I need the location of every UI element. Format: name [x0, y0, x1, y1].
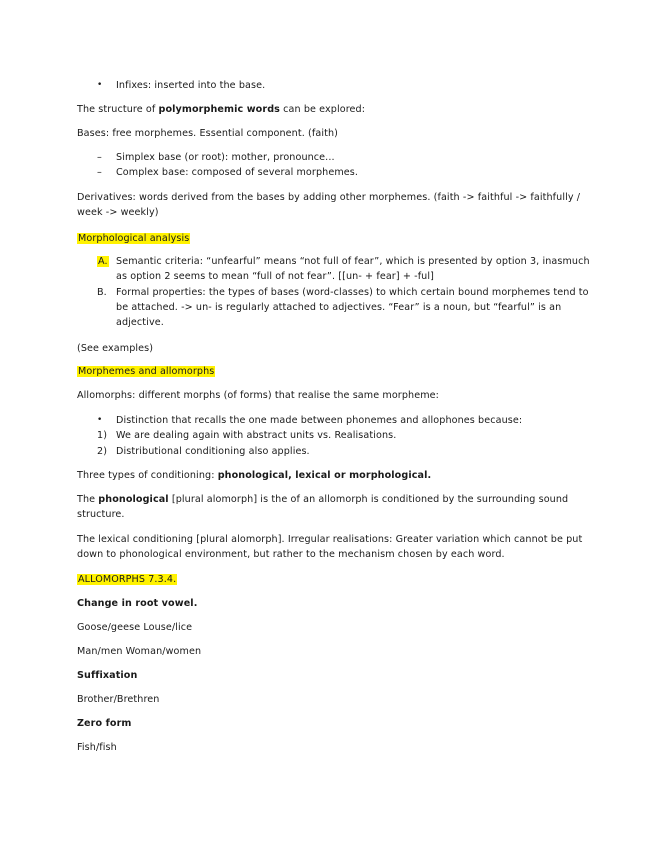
structure-post: can be explored: [279, 104, 366, 115]
man-line: Man/men Woman/women [77, 646, 202, 657]
structure-pre: The structure of [77, 104, 159, 115]
complex-line: Complex base: composed of several morphemes. [116, 167, 359, 178]
highlighted-text: ALLOMORPHS 7.3.4. [78, 574, 177, 585]
lexical-line-1: The lexical conditioning [plural alomorph]. Irregular realisations: Greater variation which cannot be put [77, 534, 583, 545]
phonological-pre: The [77, 494, 99, 505]
change-root-heading: Change in root vowel. [77, 598, 198, 609]
brother-line: Brother/Brethren [77, 694, 160, 705]
bullet-icon: • [97, 415, 103, 425]
derivatives-line-2: week -> weekly) [77, 207, 159, 218]
lexical-line-2: down to phonological environment, but rather to the mechanism chosen by each word. [77, 549, 505, 560]
dash-icon: – [97, 167, 102, 178]
bases-line: Bases: free morphemes. Essential component. (faith) [77, 128, 338, 139]
derivatives-line-1: Derivatives: words derived from the bases by adding other morphemes. (faith -> faithful -> faithfully / [77, 192, 581, 203]
item-b-line-1: Formal properties: the types of bases (word-classes) to which certain bound morphemes tend to [116, 287, 589, 298]
allomorphs-definition-line: Allomorphs: different morphs (of forms) that realise the same morpheme: [77, 390, 439, 401]
phonological-post: [plural alomorph] is the of an allomorph is conditioned by the surrounding sound [168, 494, 569, 505]
bullet-icon: • [97, 80, 103, 90]
fish-line: Fish/fish [77, 742, 117, 753]
phonological-line-1 [77, 494, 568, 506]
dash-icon: – [97, 152, 102, 163]
heading-morphological-analysis [77, 233, 190, 245]
list-marker-1: 1) [97, 430, 108, 441]
item-b-line-2: be attached. -> un- is regularly attached to adjectives. “Fear” is a noun, but “fearful” is an [116, 302, 562, 313]
simplex-line: Simplex base (or root): mother, pronounce... [116, 152, 335, 163]
list-marker-a [97, 256, 109, 267]
three-types-pre: Three types of conditioning: [77, 470, 218, 481]
item-a-line-2: as option 2 seems to mean “full of not fear”. [[un- + fear] + -ful] [116, 271, 434, 282]
structure-line [77, 104, 365, 116]
list-marker-2: 2) [97, 446, 108, 457]
phonological-bold: phonological [98, 494, 169, 505]
phonological-line-2: structure. [77, 509, 125, 520]
heading-allomorphs [77, 574, 177, 586]
three-types-bold: phonological, lexical or morphological. [217, 470, 432, 481]
highlighted-text: Morphemes and allomorphs [78, 366, 215, 377]
item-1-line: We are dealing again with abstract units vs. Realisations. [116, 430, 397, 441]
structure-bold: polymorphemic words [158, 104, 280, 115]
suffixation-heading: Suffixation [77, 670, 138, 681]
list-marker-b: B. [97, 287, 107, 298]
distinction-line: Distinction that recalls the one made between phonemes and allophones because: [116, 415, 523, 426]
item-b-line-3: adjective. [116, 317, 164, 328]
highlighted-marker: A. [98, 256, 108, 267]
see-examples-line: (See examples) [77, 343, 154, 354]
three-types-line [77, 470, 431, 482]
goose-line: Goose/geese Louse/lice [77, 622, 193, 633]
highlighted-text: Morphological analysis [78, 233, 190, 244]
infixes-line: Infixes: inserted into the base. [116, 80, 266, 91]
zero-form-heading: Zero form [77, 718, 132, 729]
heading-morphemes-allomorphs [77, 366, 215, 378]
item-2-line: Distributional conditioning also applies. [116, 446, 310, 457]
item-a-line-1: Semantic criteria: “unfearful” means “not full of fear”, which is presented by option 3, inasmuch [116, 256, 590, 267]
